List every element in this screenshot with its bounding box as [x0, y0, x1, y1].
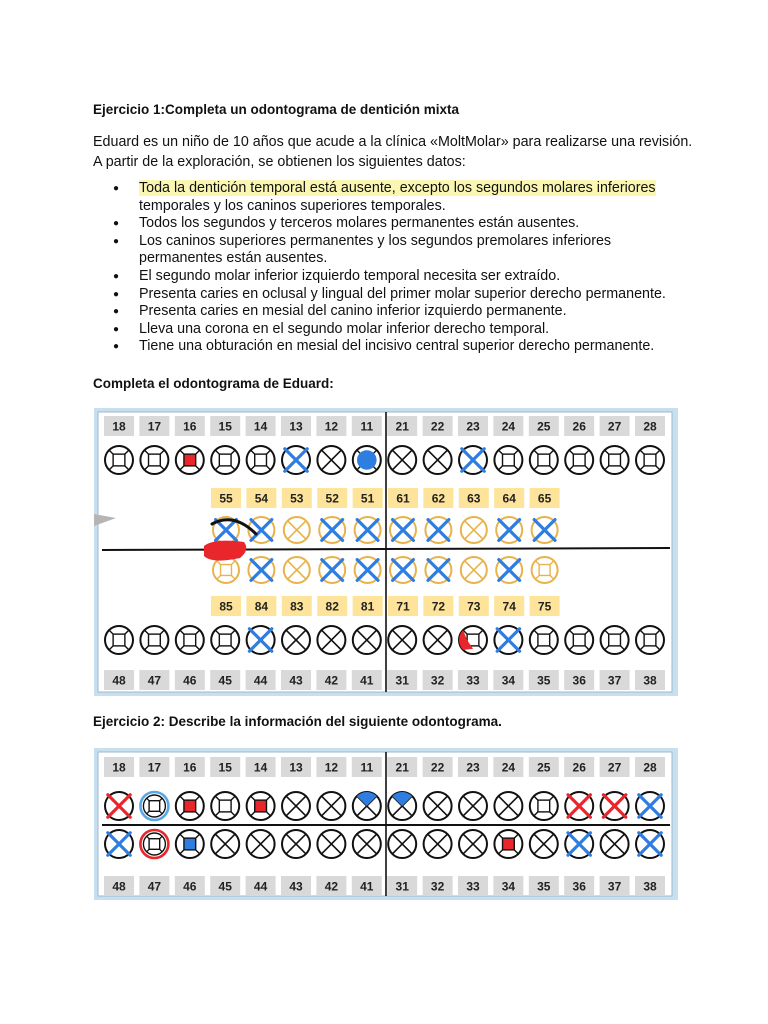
- tooth-x-icon[interactable]: [459, 792, 487, 820]
- tooth-x-icon[interactable]: [317, 830, 345, 858]
- tooth-number: 61: [396, 491, 410, 506]
- tooth-x-blue-icon[interactable]: [319, 557, 345, 583]
- tooth-sq-icon[interactable]: [601, 626, 629, 654]
- tooth-number: 48: [112, 879, 126, 894]
- tooth-number: 37: [607, 673, 622, 688]
- tooth-x-red-icon[interactable]: [601, 792, 629, 820]
- tooth-number: 52: [325, 491, 339, 506]
- tooth-number: 85: [219, 599, 233, 614]
- red-marker-annotation: [204, 541, 246, 561]
- tooth-number: 44: [253, 673, 268, 688]
- exercise2-title: Ejercicio 2: Describe la información del siguiente odontograma.: [93, 714, 502, 729]
- tooth-sq-red-icon[interactable]: [176, 792, 204, 820]
- tooth-sq-gold-icon[interactable]: [213, 557, 239, 583]
- tooth-number: 18: [112, 760, 126, 775]
- tooth-number: 65: [537, 491, 552, 506]
- tooth-x-icon[interactable]: [211, 830, 239, 858]
- tooth-x-icon[interactable]: [317, 626, 345, 654]
- tooth-number: 35: [537, 879, 551, 894]
- tooth-number: 36: [572, 879, 586, 894]
- tooth-number: 27: [607, 419, 622, 434]
- tooth-x-icon[interactable]: [601, 830, 629, 858]
- bullet-text: Presenta caries en mesial del canino inferior izquierdo permanente.: [139, 303, 567, 320]
- tooth-sq-icon[interactable]: [494, 446, 522, 474]
- bullet-dot-icon: ●: [113, 288, 120, 300]
- tooth-number: 34: [501, 673, 516, 688]
- exercise1-subtitle: Completa el odontograma de Eduard:: [93, 376, 334, 391]
- tooth-number: 48: [112, 673, 126, 688]
- tooth-number: 24: [501, 419, 516, 434]
- tooth-number: 28: [643, 419, 657, 434]
- tooth-sq-gold-icon[interactable]: [532, 557, 558, 583]
- tooth-x-icon[interactable]: [388, 446, 416, 474]
- tooth-number: 33: [466, 879, 480, 894]
- tooth-x-icon[interactable]: [388, 626, 416, 654]
- tooth-sq-icon[interactable]: [565, 626, 593, 654]
- tooth-x-icon[interactable]: [424, 792, 452, 820]
- tooth-number: 16: [183, 419, 197, 434]
- tooth-number: 47: [147, 673, 162, 688]
- tooth-number: 55: [219, 491, 233, 506]
- tooth-sq-red-icon[interactable]: [176, 446, 204, 474]
- tooth-x-blue-icon[interactable]: [248, 557, 274, 583]
- tooth-x-blue-icon[interactable]: [355, 517, 381, 543]
- tooth-number: 54: [254, 491, 269, 506]
- tooth-sq-blue-icon[interactable]: [176, 830, 204, 858]
- tooth-number: 21: [395, 419, 409, 434]
- tooth-number: 27: [607, 760, 622, 775]
- tooth-number: 38: [643, 673, 657, 688]
- tooth-number: 45: [218, 673, 232, 688]
- bullet-item: [93, 180, 693, 215]
- tooth-number: 14: [253, 419, 268, 434]
- bullet-text: Toda la dentición temporal está ausente, excepto los segundos molares inferiores: [139, 180, 656, 196]
- tooth-number: 17: [147, 419, 162, 434]
- tooth-number: 82: [325, 599, 339, 614]
- tooth-number: 11: [360, 419, 374, 434]
- bullet-item: [93, 303, 693, 321]
- tooth-number: 28: [643, 760, 657, 775]
- tooth-sq-icon[interactable]: [601, 446, 629, 474]
- tooth-x-blue-top-icon[interactable]: [388, 792, 416, 820]
- exercise1-title: Ejercicio 1:Completa un odontograma de dentición mixta: [93, 102, 460, 117]
- tooth-x-gold-icon[interactable]: [461, 517, 487, 543]
- tooth-number: 13: [289, 419, 303, 434]
- tooth-x-blue-icon[interactable]: [247, 626, 275, 654]
- tooth-number: 32: [430, 879, 445, 894]
- tooth-number: 32: [430, 673, 445, 688]
- tooth-number: 31: [395, 673, 409, 688]
- odontogram-exercise-2[interactable]: [94, 748, 678, 900]
- tooth-number: 25: [537, 760, 551, 775]
- tooth-number: 62: [431, 491, 446, 506]
- tooth-sq-icon[interactable]: [636, 446, 664, 474]
- tooth-number: 47: [147, 879, 162, 894]
- tooth-number: 35: [537, 673, 551, 688]
- tooth-number: 33: [466, 673, 480, 688]
- tooth-x-blue-icon[interactable]: [496, 557, 522, 583]
- tooth-number: 23: [466, 760, 480, 775]
- bullet-dot-icon: ●: [113, 341, 120, 353]
- tooth-sq-icon[interactable]: [247, 446, 275, 474]
- tooth-number: 51: [360, 491, 375, 506]
- tooth-number: 36: [572, 673, 586, 688]
- tooth-x-blue-icon[interactable]: [282, 446, 310, 474]
- tooth-x-blue-icon[interactable]: [636, 792, 664, 820]
- tooth-number: 34: [501, 879, 516, 894]
- tooth-x-blue-icon[interactable]: [390, 517, 416, 543]
- tooth-x-red-icon[interactable]: [105, 792, 133, 820]
- tooth-x-blue-icon[interactable]: [425, 517, 451, 543]
- tooth-x-icon[interactable]: [282, 792, 310, 820]
- tooth-x-blue-icon[interactable]: [496, 517, 522, 543]
- tooth-number: 22: [430, 760, 445, 775]
- tooth-sq-icon[interactable]: [530, 446, 558, 474]
- tooth-sq-icon[interactable]: [565, 446, 593, 474]
- tooth-number: 42: [324, 879, 339, 894]
- bullet-item: [93, 233, 693, 268]
- tooth-x-blue-icon[interactable]: [565, 830, 593, 858]
- bullet-dot-icon: ●: [113, 306, 120, 318]
- tooth-number: 83: [290, 599, 304, 614]
- tooth-x-blue-icon[interactable]: [425, 557, 451, 583]
- tooth-number: 41: [360, 673, 374, 688]
- bullet-text: Los caninos superiores permanentes y los segundos premolares inferiores permanentes están ausentes.: [139, 232, 612, 267]
- tooth-x-blue-icon[interactable]: [494, 626, 522, 654]
- odontogram-mixed-dentition[interactable]: [94, 408, 678, 696]
- tooth-number: 43: [289, 879, 303, 894]
- tooth-sq-icon[interactable]: [140, 626, 168, 654]
- tooth-x-gold-icon[interactable]: [284, 517, 310, 543]
- tooth-x-icon[interactable]: [353, 830, 381, 858]
- tooth-sq-icon[interactable]: [636, 626, 664, 654]
- tooth-sq-icon[interactable]: [140, 446, 168, 474]
- tooth-x-icon[interactable]: [530, 830, 558, 858]
- tooth-number: 26: [572, 419, 586, 434]
- tooth-number: 12: [324, 419, 339, 434]
- tooth-number: 31: [395, 879, 409, 894]
- tooth-number: 44: [253, 879, 268, 894]
- tooth-sq-icon[interactable]: [530, 626, 558, 654]
- tooth-number: 72: [431, 599, 446, 614]
- tooth-dot-blue-icon[interactable]: [353, 446, 381, 474]
- bullet-dot-icon: ●: [113, 270, 120, 282]
- bullet-text: temporales y los caninos superiores temporales.: [139, 197, 446, 214]
- tooth-x-icon[interactable]: [388, 830, 416, 858]
- tooth-sq-icon[interactable]: [105, 446, 133, 474]
- tooth-wedge-red-icon[interactable]: [459, 626, 487, 654]
- tooth-number: 13: [289, 760, 303, 775]
- exercise1-intro: Eduard es un niño de 10 años que acude a la clínica «MoltMolar» para realizarse una revisión. A partir de la exploración, se obtienen los siguientes datos:: [93, 134, 693, 170]
- tooth-x-gold-icon[interactable]: [284, 557, 310, 583]
- tooth-x-icon[interactable]: [282, 626, 310, 654]
- bullet-dot-icon: ●: [113, 183, 120, 194]
- exercise1-bullet-list: [93, 180, 693, 356]
- tooth-number: 26: [572, 760, 586, 775]
- tooth-number: 74: [502, 599, 516, 614]
- tooth-sq-icon[interactable]: [211, 446, 239, 474]
- tooth-number: 46: [183, 879, 197, 894]
- tooth-x-icon[interactable]: [494, 792, 522, 820]
- tooth-x-blue-icon[interactable]: [459, 446, 487, 474]
- bullet-item: [93, 286, 693, 304]
- tooth-number: 17: [147, 760, 162, 775]
- bullet-text: El segundo molar inferior izquierdo temporal necesita ser extraído.: [139, 267, 561, 284]
- tooth-x-icon[interactable]: [353, 626, 381, 654]
- tooth-x-blue-top-icon[interactable]: [353, 792, 381, 820]
- tooth-x-icon[interactable]: [424, 626, 452, 654]
- tooth-number: 23: [466, 419, 480, 434]
- tooth-number: 16: [183, 760, 197, 775]
- tooth-ring-red-icon[interactable]: [140, 830, 168, 858]
- bullet-dot-icon: ●: [113, 323, 120, 335]
- tooth-number: 71: [396, 599, 410, 614]
- tooth-number: 75: [537, 599, 552, 614]
- tooth-number: 18: [112, 419, 126, 434]
- bullet-item: [93, 268, 693, 286]
- tooth-number: 14: [253, 760, 268, 775]
- tooth-x-icon[interactable]: [317, 792, 345, 820]
- tooth-number: 25: [537, 419, 551, 434]
- bullet-item: [93, 321, 693, 339]
- bullet-item: [93, 338, 693, 356]
- tooth-number: 42: [324, 673, 339, 688]
- tooth-sq-red-icon[interactable]: [494, 830, 522, 858]
- bullet-item: [93, 215, 693, 233]
- tooth-number: 64: [502, 491, 516, 506]
- tooth-x-blue-icon[interactable]: [390, 557, 416, 583]
- tooth-number: 15: [218, 760, 232, 775]
- tooth-x-blue-icon[interactable]: [532, 517, 558, 543]
- tooth-number: 84: [254, 599, 269, 614]
- bullet-text: Tiene una obturación en mesial del incisivo central superior derecho permanente.: [139, 338, 655, 355]
- tooth-x-blue-icon[interactable]: [319, 517, 345, 543]
- tooth-number: 41: [360, 879, 374, 894]
- tooth-sq-icon[interactable]: [211, 626, 239, 654]
- tooth-ring-blue-icon[interactable]: [140, 792, 168, 820]
- tooth-x-blue-icon[interactable]: [105, 830, 133, 858]
- tooth-x-red-icon[interactable]: [565, 792, 593, 820]
- tooth-x-blue-icon[interactable]: [636, 830, 664, 858]
- bullet-dot-icon: ●: [113, 218, 120, 230]
- tooth-number: 12: [324, 760, 339, 775]
- tooth-number: 46: [183, 673, 197, 688]
- tooth-x-icon[interactable]: [424, 830, 452, 858]
- tooth-number: 43: [289, 673, 303, 688]
- tooth-number: 53: [290, 491, 304, 506]
- tooth-number: 22: [430, 419, 445, 434]
- tooth-number: 37: [607, 879, 622, 894]
- tooth-sq-red-icon[interactable]: [247, 792, 275, 820]
- bullet-text: Lleva una corona en el segundo molar inferior derecho temporal.: [139, 320, 550, 337]
- tooth-number: 45: [218, 879, 232, 894]
- tooth-number: 81: [360, 599, 375, 614]
- tooth-x-icon[interactable]: [459, 830, 487, 858]
- tooth-number: 38: [643, 879, 657, 894]
- tooth-sq-icon[interactable]: [530, 792, 558, 820]
- tooth-sq-icon[interactable]: [211, 792, 239, 820]
- tooth-number: 21: [395, 760, 409, 775]
- tooth-number: 11: [360, 760, 374, 775]
- bullet-text: Todos los segundos y terceros molares permanentes están ausentes.: [139, 215, 580, 232]
- tooth-number: 73: [467, 599, 481, 614]
- tooth-number: 24: [501, 760, 516, 775]
- tooth-x-icon[interactable]: [247, 830, 275, 858]
- tooth-number: 63: [467, 491, 481, 506]
- tooth-x-icon[interactable]: [282, 830, 310, 858]
- tooth-x-icon[interactable]: [424, 446, 452, 474]
- tooth-x-blue-icon[interactable]: [355, 557, 381, 583]
- tooth-x-gold-icon[interactable]: [461, 557, 487, 583]
- bullet-text: Presenta caries en oclusal y lingual del primer molar superior derecho permanente.: [139, 285, 666, 302]
- bullet-dot-icon: ●: [113, 235, 120, 247]
- tooth-number: 15: [218, 419, 232, 434]
- tooth-sq-icon[interactable]: [105, 626, 133, 654]
- tooth-sq-icon[interactable]: [176, 626, 204, 654]
- tooth-x-icon[interactable]: [317, 446, 345, 474]
